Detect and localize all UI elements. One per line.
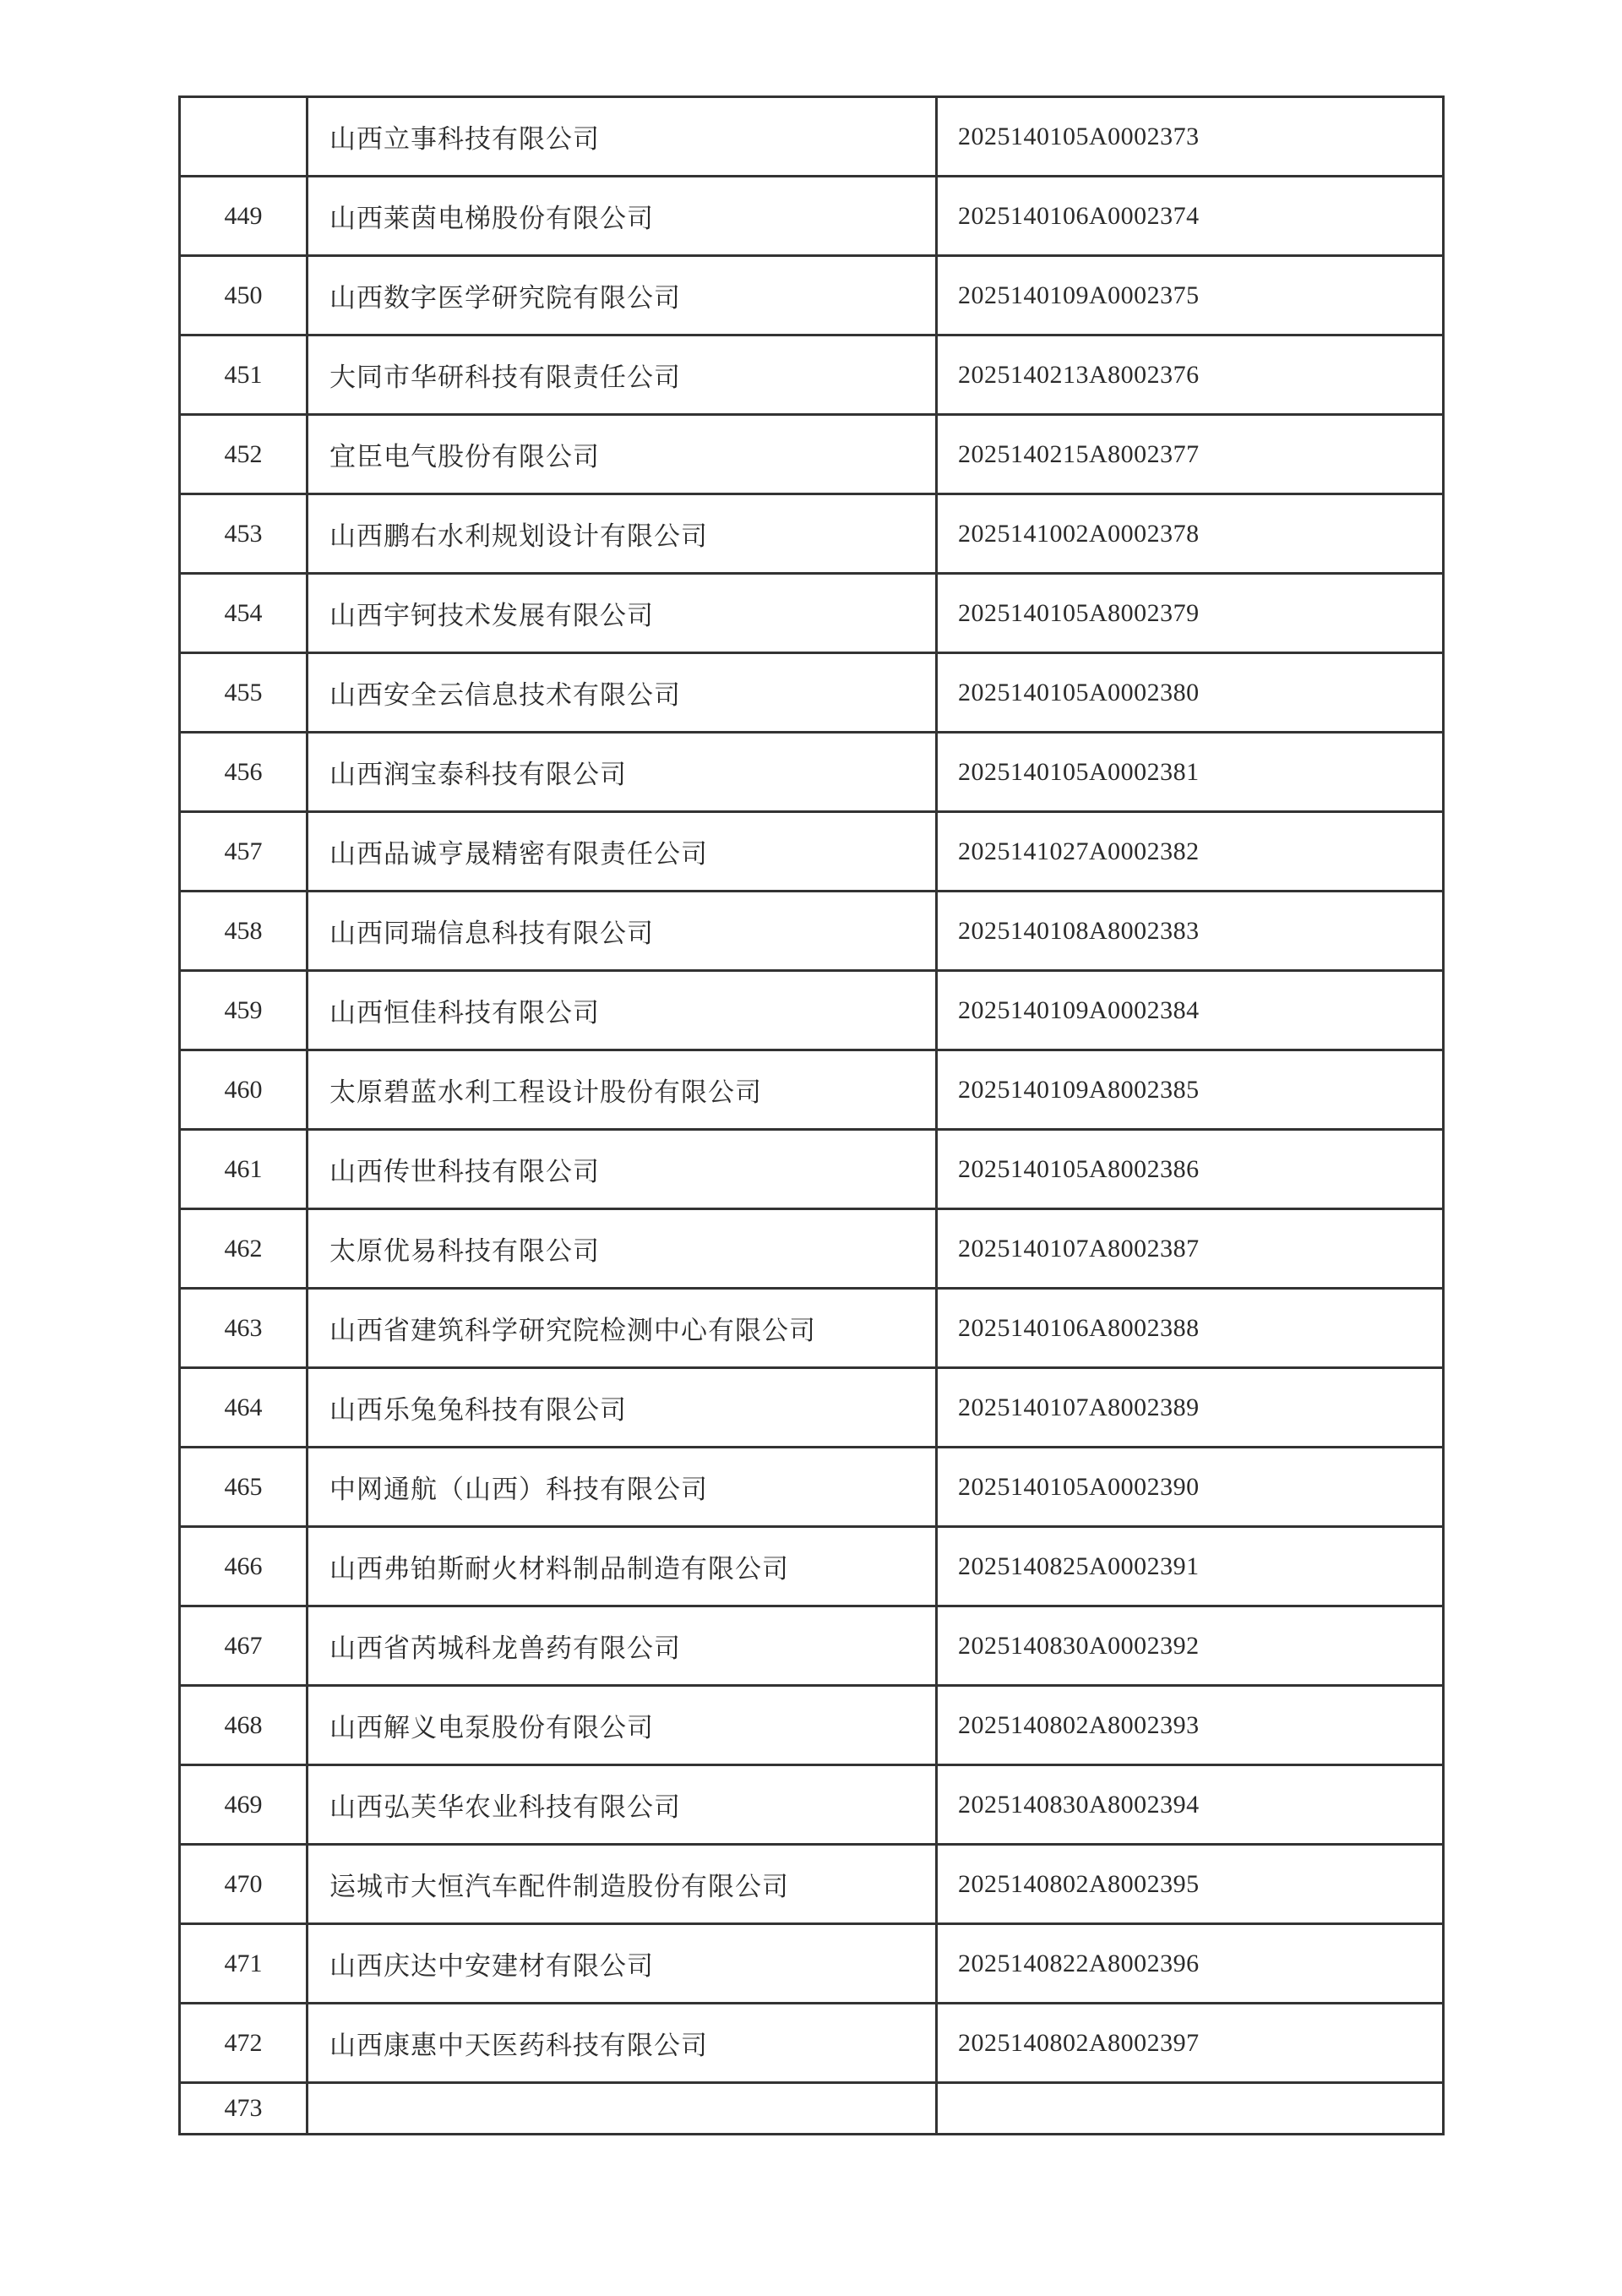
row-number: 455 — [180, 653, 308, 733]
registration-code: 2025140105A0002381 — [937, 733, 1444, 812]
registration-code: 2025140105A8002386 — [937, 1130, 1444, 1209]
row-number: 464 — [180, 1368, 308, 1448]
row-number: 469 — [180, 1765, 308, 1845]
company-name: 太原碧蓝水利工程设计股份有限公司 — [308, 1050, 937, 1130]
table-row — [180, 1368, 1444, 1448]
registration-code: 2025140107A8002389 — [937, 1368, 1444, 1448]
table-row — [180, 812, 1444, 892]
registration-code: 2025140105A0002380 — [937, 653, 1444, 733]
row-number: 463 — [180, 1289, 308, 1368]
registration-code — [937, 2083, 1444, 2135]
row-number: 467 — [180, 1606, 308, 1686]
company-name: 山西康惠中天医药科技有限公司 — [308, 2004, 937, 2083]
registration-code: 2025140802A8002397 — [937, 2004, 1444, 2083]
row-number: 452 — [180, 415, 308, 494]
row-number: 457 — [180, 812, 308, 892]
registration-code: 2025140105A0002390 — [937, 1448, 1444, 1527]
table-row — [180, 1686, 1444, 1765]
row-number: 466 — [180, 1527, 308, 1606]
company-name: 山西省芮城科龙兽药有限公司 — [308, 1606, 937, 1686]
company-name: 山西传世科技有限公司 — [308, 1130, 937, 1209]
company-name: 山西庆达中安建材有限公司 — [308, 1924, 937, 2004]
row-number: 450 — [180, 256, 308, 335]
company-name: 宜臣电气股份有限公司 — [308, 415, 937, 494]
table-row — [180, 574, 1444, 653]
table-row — [180, 1924, 1444, 2004]
table-row — [180, 256, 1444, 335]
company-name: 山西解义电泵股份有限公司 — [308, 1686, 937, 1765]
registration-code: 2025140830A0002392 — [937, 1606, 1444, 1686]
registration-code: 2025140830A8002394 — [937, 1765, 1444, 1845]
registration-code: 2025140109A8002385 — [937, 1050, 1444, 1130]
company-name: 运城市大恒汽车配件制造股份有限公司 — [308, 1845, 937, 1924]
row-number: 459 — [180, 971, 308, 1050]
registration-code: 2025140802A8002393 — [937, 1686, 1444, 1765]
registration-code: 2025140822A8002396 — [937, 1924, 1444, 2004]
row-number: 462 — [180, 1209, 308, 1289]
company-name: 山西乐兔兔科技有限公司 — [308, 1368, 937, 1448]
company-name: 山西同瑞信息科技有限公司 — [308, 892, 937, 971]
row-number: 468 — [180, 1686, 308, 1765]
company-name: 山西弘芙华农业科技有限公司 — [308, 1765, 937, 1845]
registration-table — [178, 95, 1445, 2135]
registration-code: 2025140108A8002383 — [937, 892, 1444, 971]
row-number: 456 — [180, 733, 308, 812]
table-row — [180, 653, 1444, 733]
registration-code: 2025140109A0002375 — [937, 256, 1444, 335]
company-name: 山西莱茵电梯股份有限公司 — [308, 177, 937, 256]
registration-code: 2025140106A8002388 — [937, 1289, 1444, 1368]
table-row — [180, 1289, 1444, 1368]
row-number: 470 — [180, 1845, 308, 1924]
table-row — [180, 2083, 1444, 2135]
table-row — [180, 892, 1444, 971]
table-row — [180, 1606, 1444, 1686]
table-row — [180, 1527, 1444, 1606]
table-row — [180, 1765, 1444, 1845]
table-row — [180, 97, 1444, 177]
company-name: 山西恒佳科技有限公司 — [308, 971, 937, 1050]
registration-code: 2025140215A8002377 — [937, 415, 1444, 494]
registration-code: 2025140213A8002376 — [937, 335, 1444, 415]
company-name: 大同市华研科技有限责任公司 — [308, 335, 937, 415]
company-name: 中网通航（山西）科技有限公司 — [308, 1448, 937, 1527]
table-row — [180, 2004, 1444, 2083]
company-name: 太原优易科技有限公司 — [308, 1209, 937, 1289]
registration-code: 2025140109A0002384 — [937, 971, 1444, 1050]
table-row — [180, 971, 1444, 1050]
row-number: 458 — [180, 892, 308, 971]
row-number — [180, 97, 308, 177]
row-number: 460 — [180, 1050, 308, 1130]
registration-code: 2025140105A8002379 — [937, 574, 1444, 653]
company-name: 山西安全云信息技术有限公司 — [308, 653, 937, 733]
company-name: 山西品诚亨晟精密有限责任公司 — [308, 812, 937, 892]
company-name: 山西润宝泰科技有限公司 — [308, 733, 937, 812]
company-name — [308, 2083, 937, 2135]
row-number: 465 — [180, 1448, 308, 1527]
table-row — [180, 733, 1444, 812]
row-number: 453 — [180, 494, 308, 574]
registration-code: 2025140106A0002374 — [937, 177, 1444, 256]
row-number: 471 — [180, 1924, 308, 2004]
table-row — [180, 177, 1444, 256]
registration-code: 2025140802A8002395 — [937, 1845, 1444, 1924]
table-row — [180, 335, 1444, 415]
row-number: 451 — [180, 335, 308, 415]
table-row — [180, 494, 1444, 574]
table-row — [180, 1845, 1444, 1924]
registration-code: 2025140107A8002387 — [937, 1209, 1444, 1289]
row-number: 473 — [180, 2083, 308, 2135]
row-number: 454 — [180, 574, 308, 653]
registration-code: 2025140825A0002391 — [937, 1527, 1444, 1606]
company-name: 山西省建筑科学研究院检测中心有限公司 — [308, 1289, 937, 1368]
registration-code: 2025141002A0002378 — [937, 494, 1444, 574]
company-name: 山西立事科技有限公司 — [308, 97, 937, 177]
row-number: 472 — [180, 2004, 308, 2083]
table-row — [180, 1050, 1444, 1130]
table-row — [180, 1209, 1444, 1289]
company-name: 山西宇钶技术发展有限公司 — [308, 574, 937, 653]
registration-code: 2025140105A0002373 — [937, 97, 1444, 177]
company-name: 山西鹏右水利规划设计有限公司 — [308, 494, 937, 574]
company-name: 山西数字医学研究院有限公司 — [308, 256, 937, 335]
registration-code: 2025141027A0002382 — [937, 812, 1444, 892]
table-row — [180, 415, 1444, 494]
table-row — [180, 1130, 1444, 1209]
table-row — [180, 1448, 1444, 1527]
row-number: 461 — [180, 1130, 308, 1209]
row-number: 449 — [180, 177, 308, 256]
company-name: 山西弗铂斯耐火材料制品制造有限公司 — [308, 1527, 937, 1606]
